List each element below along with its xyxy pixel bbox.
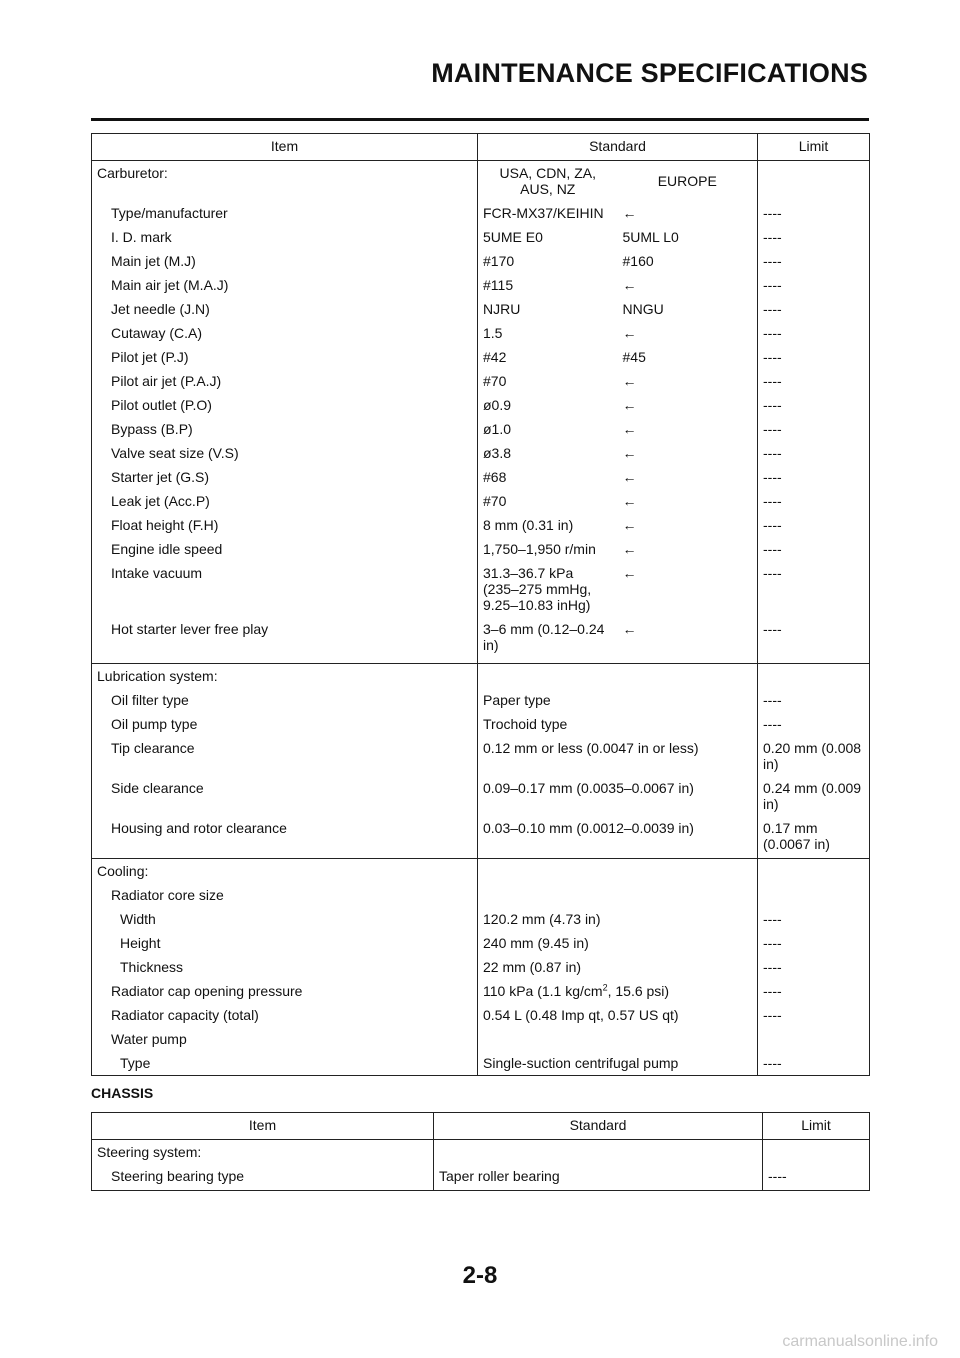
table-row: Type/manufacturer FCR-MX37/KEIHIN ← ----: [92, 201, 870, 225]
table-row: Radiator core size: [92, 883, 870, 907]
watermark: carmanualsonline.info: [782, 1333, 938, 1350]
lubrication-title-row: [92, 664, 870, 689]
table-row: Tip clearance 0.12 mm or less (0.0047 in or less) 0.20 mm (0.008 in): [92, 736, 870, 776]
table-row: Main jet (M.J) #170 #160 ----: [92, 249, 870, 273]
title-rule: [91, 118, 869, 121]
table-row: Starter jet (G.S) #68 ← ----: [92, 465, 870, 489]
table-row: Pilot air jet (P.A.J) #70 ← ----: [92, 369, 870, 393]
table-row: Hot starter lever free play 3–6 mm (0.12–0.24 in) ← ----: [92, 617, 870, 664]
table-row: Float height (F.H) 8 mm (0.31 in) ← ----: [92, 513, 870, 537]
cooling-title-row: [92, 859, 870, 884]
col-limit-header: Limit: [758, 134, 870, 161]
table-row: Valve seat size (V.S) ø3.8 ← ----: [92, 441, 870, 465]
table-row: Thickness 22 mm (0.87 in) ----: [92, 955, 870, 979]
table-row: Pilot jet (P.J) #42 #45 ----: [92, 345, 870, 369]
table-row: Side clearance 0.09–0.17 mm (0.0035–0.0067 in) 0.24 mm (0.009 in): [92, 776, 870, 816]
cooling-title: Cooling:: [92, 859, 478, 884]
table-header-row: [92, 134, 870, 161]
carburetor-title-row: [92, 161, 870, 202]
table-row: Steering bearing type Taper roller bearing ----: [92, 1164, 870, 1191]
lubrication-title: Lubrication system:: [92, 664, 478, 689]
table-row: Engine idle speed 1,750–1,950 r/min ← ----: [92, 537, 870, 561]
table-row: I. D. mark 5UME E0 5UML L0 ----: [92, 225, 870, 249]
col-standard-header: Standard: [434, 1113, 763, 1140]
table-row: Main air jet (M.A.J) #115 ← ----: [92, 273, 870, 297]
table-row: Radiator cap opening pressure 110 kPa (1.1 $kg/cm^2$, 15.6 psi) ----: [92, 979, 870, 1003]
table-row: Housing and rotor clearance 0.03–0.10 mm (0.0012–0.0039 in) 0.17 mm (0.0067 in): [92, 816, 870, 859]
chassis-section-title: CHASSIS: [91, 1085, 154, 1101]
table-row: Jet needle (J.N) NJRU NNGU ----: [92, 297, 870, 321]
table-row: Cutaway (C.A) 1.5 ← ----: [92, 321, 870, 345]
col-limit-header: Limit: [763, 1113, 870, 1140]
col-item-header: Item: [92, 134, 478, 161]
region-europe-header: EUROPE: [657, 173, 717, 189]
table-row: Intake vacuum 31.3–36.7 kPa (235–275 mmHg, 9.25–10.83 inHg) ← ----: [92, 561, 870, 617]
page-title: MAINTENANCE SPECIFICATIONS: [431, 58, 868, 88]
steering-title-row: [92, 1140, 870, 1165]
table-row: Oil filter type Paper type ----: [92, 688, 870, 712]
col-item-header: Item: [92, 1113, 434, 1140]
table-row: Type Single-suction centrifugal pump ----: [92, 1051, 870, 1076]
table-header-row: [92, 1113, 870, 1140]
table-row: Height 240 mm (9.45 in) ----: [92, 931, 870, 955]
table-row: Bypass (B.P) ø1.0 ← ----: [92, 417, 870, 441]
chassis-spec-table: [91, 1112, 870, 1191]
table-row: Pilot outlet (P.O) ø0.9 ← ----: [92, 393, 870, 417]
engine-spec-table: [91, 133, 870, 1076]
table-row: Water pump: [92, 1027, 870, 1051]
table-row: Width 120.2 mm (4.73 in) ----: [92, 907, 870, 931]
page-number: 2-8: [462, 1262, 498, 1289]
table-row: Oil pump type Trochoid type ----: [92, 712, 870, 736]
carburetor-title: Carburetor:: [97, 165, 168, 181]
col-standard-header: Standard: [478, 134, 758, 161]
region-usa-header: USA, CDN, ZA, AUS, NZ: [478, 161, 618, 202]
table-row: Leak jet (Acc.P) #70 ← ----: [92, 489, 870, 513]
steering-title: Steering system:: [97, 1144, 202, 1160]
table-row: Radiator capacity (total) 0.54 L (0.48 Imp qt, 0.57 US qt) ----: [92, 1003, 870, 1027]
